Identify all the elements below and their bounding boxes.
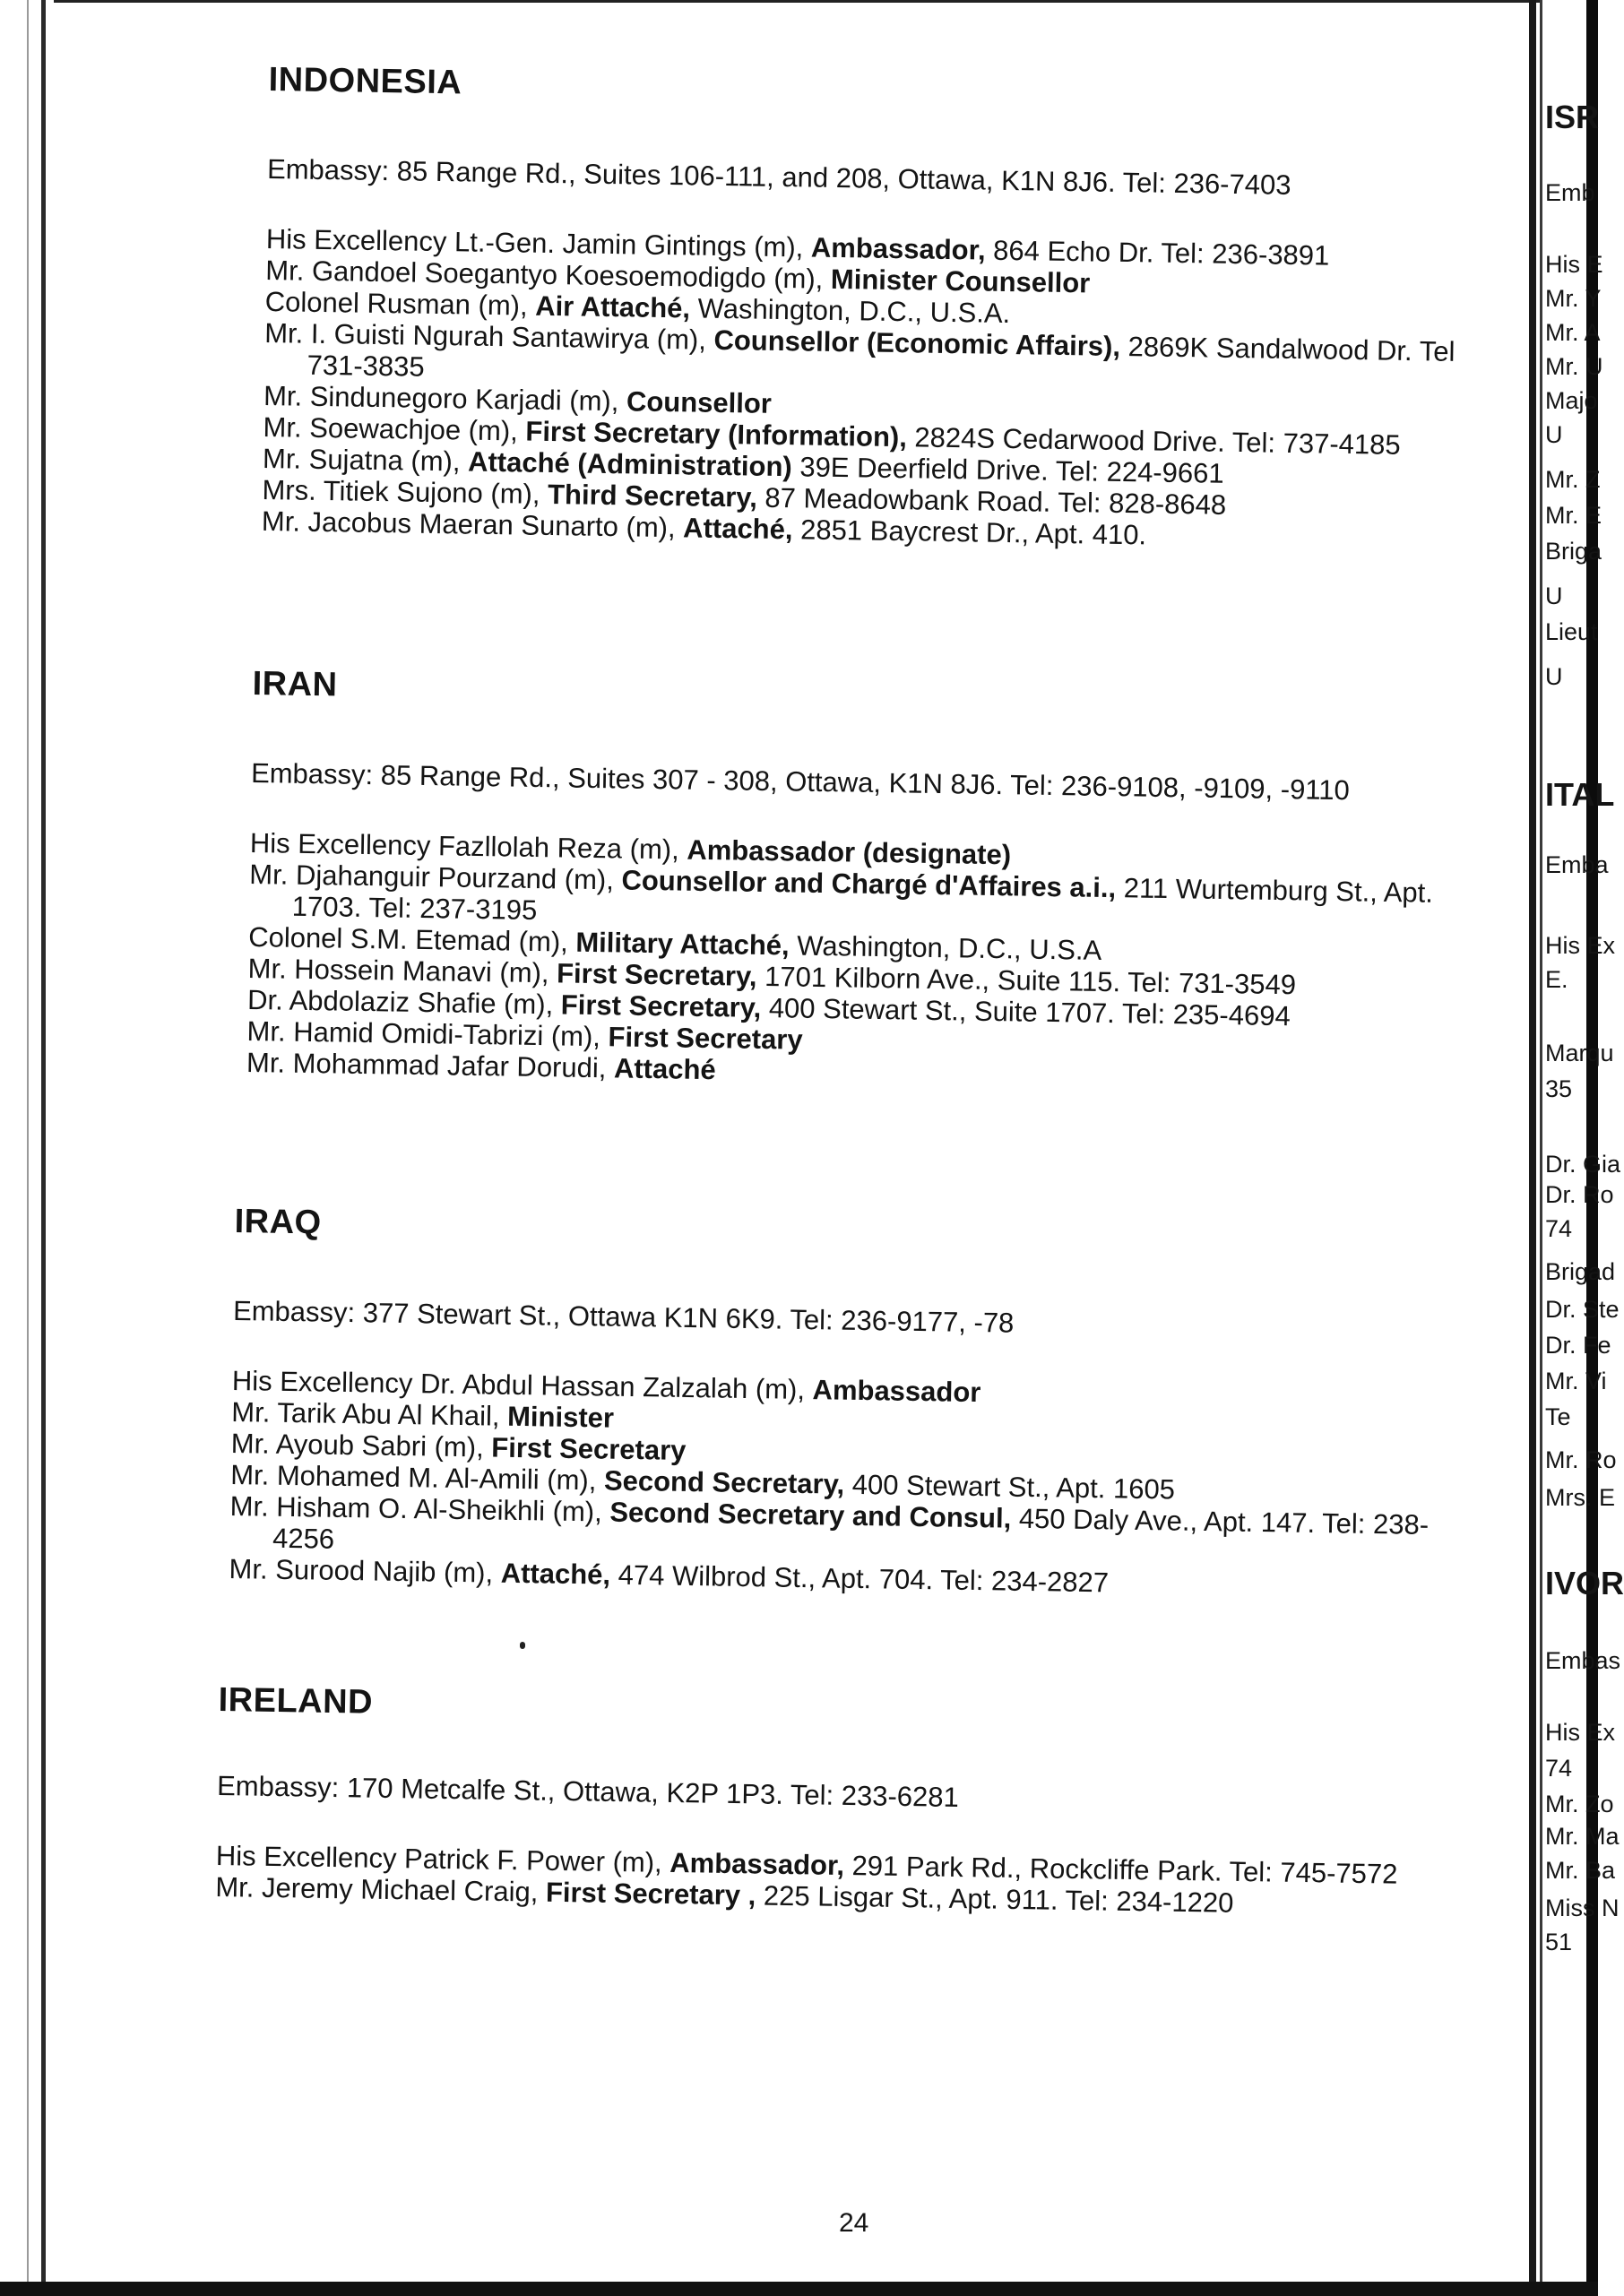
binding-edge-left [41,0,46,2296]
staff-title: Military Attaché, [575,926,790,962]
margin-fragment: ISR [1545,99,1600,135]
staff-name: Mr. Mohamed M. Al-Amili (m), [229,1458,605,1497]
margin-fragment: Emb [1545,179,1595,206]
margin-fragment: Dr. Ro [1545,1181,1614,1208]
top-rule [54,0,1542,3]
country-heading: IRAQ [234,1203,322,1242]
staff-title: First Secretary [608,1021,803,1056]
staff-name: Mr. Tarik Abu Al Khail, [231,1395,508,1432]
margin-fragment: Miss N [1545,1895,1620,1921]
staff-name: Mr. Mohammad Jafar Dorudi, [246,1046,615,1084]
margin-fragment: 74 [1545,1215,1573,1242]
embassy-address: Embassy: 170 Metcalfe St., Ottawa, K2P 1P3. Tel: 233-6281 [216,1769,960,1813]
staff-address: 400 Stewart St., Suite 1707. Tel: 235-4694 [760,991,1291,1032]
margin-fragment: Mr. U [1545,353,1603,380]
staff-list [246,827,1434,1097]
section-indonesia [262,61,1459,556]
staff-name: Mr. Djahanguir Pourzand (m), [249,858,622,896]
margin-fragment: 51 [1545,1929,1573,1955]
margin-fragment: Embas [1545,1647,1621,1674]
margin-fragment: Brigad [1545,1258,1616,1285]
staff-title: Ambassador, [810,231,986,266]
staff-title: Attaché (Administration) [467,445,793,483]
staff-title: Counsellor [626,385,773,419]
staff-title: Ambassador, [669,1846,845,1881]
country-heading: IRELAND [218,1681,374,1722]
margin-fragment: Dr. Fe [1545,1332,1611,1359]
margin-fragment: Mr. Ro [1545,1446,1617,1473]
margin-fragment: His E [1545,251,1603,278]
embassy-address: Embassy: 377 Stewart St., Ottawa K1N 6K9. Tel: 236-9177, -78 [232,1294,1015,1339]
margin-fragment: ITAL [1545,776,1615,813]
staff-name: Mr. I. Guisti Ngurah Santawirya (m), [263,316,714,356]
staff-address: 2851 Baycrest Dr., Apt. 410. [792,514,1147,551]
staff-name: Mr. Hisham O. Al-Sheikhli (m), [229,1489,610,1528]
staff-title: Attaché, [500,1557,611,1591]
staff-address: 400 Stewart St., Apt. 1605 [843,1468,1176,1506]
staff-name: Mr. Surood Najib (m), [229,1552,502,1589]
margin-fragment: U [1545,663,1563,690]
country-heading: IRAN [252,665,338,704]
staff-title: Counsellor (Economic Affairs), [713,324,1121,362]
staff-title: Third Secretary, [547,478,758,514]
staff-name: His Excellency Fazllolah Reza (m), [249,826,687,866]
margin-fragment: Mr. Z [1545,466,1601,493]
staff-title: First Secretary, [560,988,762,1023]
margin-fragment: Briga [1545,538,1602,565]
staff-title: First Secretary [491,1431,687,1466]
staff-name: His Excellency Lt.-Gen. Jamin Gintings (m), [265,222,812,263]
staff-title: First Secretary, [556,957,757,992]
staff-list [262,223,1457,556]
staff-name: Mr. Jacobus Maeran Sunarto (m), [261,505,684,544]
margin-fragment: Mr. Vi [1545,1368,1607,1394]
staff-name: Dr. Abdolaziz Shafie (m), [246,983,562,1021]
staff-continuation: 1703. Tel: 237-3195 [291,890,538,927]
country-heading: INDONESIA [268,61,462,102]
margin-fragment: Dr. Gia [1545,1151,1621,1178]
staff-title: First Secretary (Information), [525,415,908,453]
staff-name: Mrs. Titiek Sujono (m), [262,473,549,510]
staff-title: Ambassador (designate) [687,833,1012,871]
staff-title: Second Secretary, [603,1464,845,1500]
staff-name: Mr. Jeremy Michael Craig, [215,1870,547,1908]
staff-title: Attaché, [682,512,793,546]
staff-address: 211 Wurtemburg St., Apt. [1115,872,1434,909]
staff-address: 291 Park Rd., Rockcliffe Park. Tel: 745-7572 [843,1849,1398,1890]
gutter-rule [1540,0,1542,2296]
margin-fragment: His Ex [1545,1719,1616,1746]
embassy-address: Embassy: 85 Range Rd., Suites 106-111, and 208, Ottawa, K1N 8J6. Tel: 236-7403 [266,152,1291,201]
staff-address: Washington, D.C., U.S.A. [689,292,1011,330]
margin-fragment: 74 [1545,1755,1573,1782]
staff-address: 2824S Cedarwood Drive. Tel: 737-4185 [906,421,1401,461]
staff-name: Colonel Rusman (m), [264,285,536,322]
staff-name: Mr. Sindunegoro Karjadi (m), [263,379,627,418]
margin-fragment: U [1545,421,1563,448]
staff-address: 2869K Sandalwood Dr. Tel [1119,330,1456,367]
margin-fragment: Lieut [1545,618,1598,645]
staff-name: His Excellency Dr. Abdul Hassan Zalzalah (m), [231,1364,813,1406]
staff-address: 474 Wilbrod St., Apt. 704. Tel: 234-2827 [609,1558,1110,1599]
staff-title: Second Secretary and Consul, [609,1496,1012,1534]
margin-fragment: Mr. Ma [1545,1823,1620,1850]
staff-name: Mr. Ayoub Sabri (m), [230,1427,492,1463]
ink-speck [520,1642,525,1649]
scan-edge-bottom [0,2282,1598,2296]
staff-address: 450 Daly Ave., Apt. 147. Tel: 238- [1010,1502,1430,1541]
staff-address: Washington, D.C., U.S.A [789,929,1102,966]
staff-name: Mr. Soewachjoe (m), [263,410,526,447]
section-ireland [215,1681,1400,1921]
staff-title: Minister [506,1400,615,1434]
staff-name: His Excellency Patrick F. Power (m), [215,1839,670,1878]
staff-continuation: 731-3835 [307,349,425,383]
staff-title: Counsellor and Chargé d'Affaires a.i., [621,864,1117,904]
staff-name: Colonel S.M. Etemad (m), [247,920,576,958]
scan-edge-left-light [27,0,29,2296]
section-iran [246,665,1437,1097]
staff-continuation: 4256 [272,1522,335,1555]
page-fold-edge [1529,0,1536,2296]
staff-name: Mr. Hossein Manavi (m), [247,952,557,989]
adjacent-page-margin [1545,0,1624,2282]
staff-address: 1701 Kilborn Ave., Suite 115. Tel: 731-3549 [756,960,1297,1001]
staff-title: Minister Counsellor [830,263,1091,299]
margin-fragment: U [1545,583,1563,609]
staff-address: 87 Meadowbank Road. Tel: 828-8648 [756,481,1227,521]
staff-address: 39E Deerfield Drive. Tel: 224-9661 [791,451,1224,489]
staff-name: Mr. Gandoel Soegantyo Koesoemodigdo (m), [265,254,832,295]
page-number: 24 [839,2208,869,2238]
margin-fragment: Mr. E [1545,502,1602,529]
margin-fragment: Marqu [1545,1040,1614,1066]
staff-list [229,1365,1430,1603]
margin-fragment: Mr. Zo [1545,1791,1614,1817]
section-iraq [229,1203,1433,1603]
margin-fragment: 35 [1545,1075,1573,1102]
margin-fragment: Majo [1545,387,1598,414]
staff-title: First Secretary , [545,1876,756,1912]
staff-title: Ambassador [812,1374,981,1409]
margin-fragment: Mr. Ba [1545,1857,1616,1884]
margin-fragment: Mr. A [1545,319,1601,346]
staff-title: Attaché [613,1052,716,1086]
margin-fragment: Dr. Ste [1545,1296,1620,1323]
staff-address: 864 Echo Dr. Tel: 236-3891 [985,234,1330,272]
staff-address: 225 Lisgar St., Apt. 911. Tel: 234-1220 [756,1879,1234,1919]
staff-name: Mr. Hamid Omidi-Tabrizi (m), [246,1014,609,1053]
margin-fragment: E. [1545,966,1568,993]
staff-name: Mr. Sujatna (m), [262,442,469,478]
margin-fragment: His Ex [1545,932,1616,959]
margin-fragment: IVOR [1545,1565,1624,1601]
margin-fragment: Mr. Y [1545,285,1602,312]
margin-fragment: Te [1545,1403,1571,1430]
staff-title: Air Attaché, [534,289,691,324]
embassy-address: Embassy: 85 Range Rd., Suites 307 - 308, Ottawa, K1N 8J6. Tel: 236-9108, -9109, -9110 [250,756,1351,807]
margin-fragment: Mrs. E [1545,1484,1615,1511]
margin-fragment: Emba [1545,851,1609,878]
